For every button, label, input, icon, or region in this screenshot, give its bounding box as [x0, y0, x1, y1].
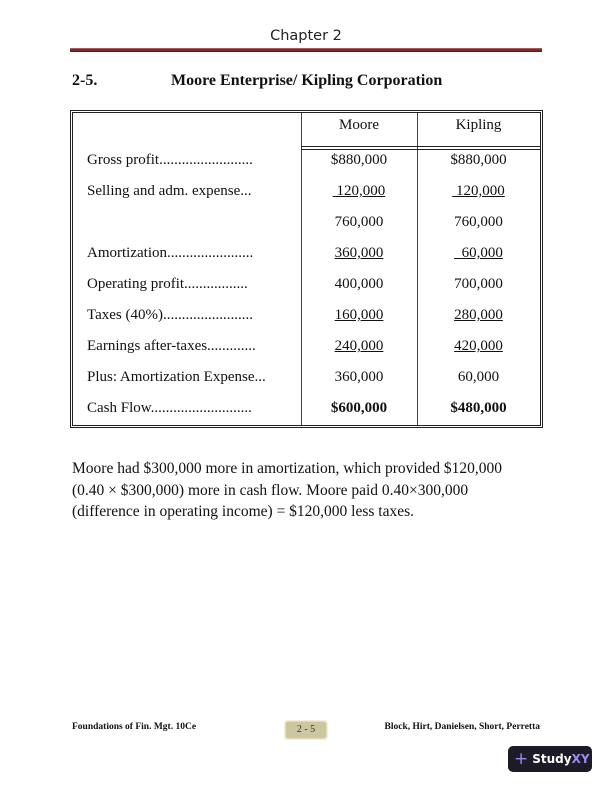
moore-value: 360,000 [334, 245, 384, 261]
column-header-moore: Moore [339, 117, 379, 133]
table-row [73, 152, 540, 172]
moore-value: 760,000 [334, 214, 384, 230]
studyxy-watermark[interactable] [508, 746, 592, 772]
kipling-value: 760,000 [454, 214, 503, 230]
row-label: Taxes (40%)........................ [87, 307, 254, 323]
kipling-value: 420,000 [454, 338, 503, 354]
row-label: Plus: Amortization Expense... [87, 369, 266, 385]
table-row [73, 338, 540, 358]
kipling-value: $880,000 [450, 152, 507, 168]
footer-authors: Block, Hirt, Danielsen, Short, Perretta [384, 722, 540, 732]
explanation-paragraph [72, 458, 542, 523]
moore-value: 160,000 [334, 307, 384, 323]
page-number-badge: 2 - 5 [285, 721, 327, 739]
table-row [73, 307, 540, 327]
kipling-value: $480,000 [450, 400, 507, 416]
row-label: Earnings after-taxes............. [87, 338, 256, 354]
row-label: Gross profit......................... [87, 152, 253, 168]
row-label: Operating profit................. [87, 276, 248, 292]
table-row [73, 400, 540, 420]
kipling-value: 60,000 [457, 369, 500, 385]
kipling-value: 60,000 [454, 245, 503, 261]
moore-value: 120,000 [332, 183, 386, 199]
column-header-kipling: Kipling [455, 117, 502, 133]
header-double-rule [301, 146, 540, 150]
brand-xy: XY [571, 752, 590, 766]
explanation-line: (0.40 × $300,000) more in cash flow. Moore paid 0.40×300,000 [72, 481, 469, 499]
row-label: Cash Flow........................... [87, 400, 252, 416]
moore-value: 240,000 [334, 338, 384, 354]
plus-icon: + [514, 748, 529, 769]
moore-value: 400,000 [334, 276, 384, 292]
table-row [73, 276, 540, 296]
brand-study: Study [532, 752, 572, 766]
footer-book-title: Foundations of Fin. Mgt. 10Ce [72, 722, 197, 732]
kipling-value: 700,000 [454, 276, 503, 292]
kipling-value: 120,000 [452, 183, 505, 199]
row-label: Amortization....................... [87, 245, 254, 261]
table-row [73, 183, 540, 203]
row-label: Selling and adm. expense... [87, 183, 252, 199]
kipling-value: 280,000 [454, 307, 503, 323]
moore-value: $600,000 [330, 400, 388, 416]
table-row [73, 214, 540, 234]
chapter-heading: Chapter 2 [270, 28, 342, 44]
explanation-line: (difference in operating income) = $120,000 less taxes. [72, 503, 415, 520]
table-row [73, 245, 540, 265]
explanation-line: Moore had $300,000 more in amortization, which provided $120,000 [72, 460, 503, 477]
moore-value: 360,000 [334, 369, 384, 385]
table-row [73, 369, 540, 389]
problem-title: Moore Enterprise/ Kipling Corporation [171, 72, 443, 89]
header-rule [70, 48, 542, 52]
cash-flow-table [70, 110, 543, 428]
moore-value: $880,000 [330, 152, 388, 168]
problem-number: 2-5. [72, 72, 98, 89]
